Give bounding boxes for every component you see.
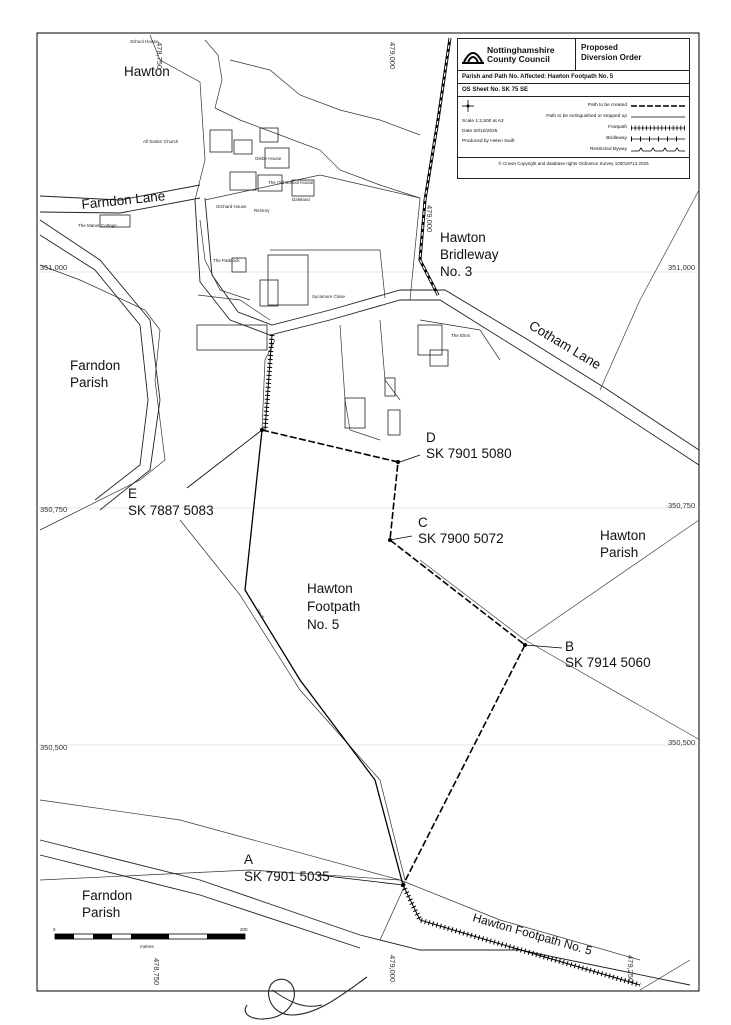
dashed-line-icon — [631, 103, 685, 109]
path-to-be-created — [262, 430, 525, 885]
label-school-house: School House — [130, 39, 159, 44]
grid-e479000-mid: 479,000 — [425, 205, 434, 233]
label-footpath-2: Footpath — [307, 599, 361, 614]
grid-e479000-top: 479,000 — [388, 42, 397, 70]
point-a-letter: A — [244, 852, 254, 867]
grid-n350500-left: 350,500 — [40, 743, 68, 752]
footpath-line-icon — [631, 125, 685, 131]
key-footpath — [538, 122, 685, 133]
grid-n350750-left: 350,750 — [40, 505, 68, 514]
label-elms: The Elms — [451, 333, 471, 338]
point-e-letter: E — [128, 486, 138, 501]
point-b-letter: B — [565, 639, 575, 654]
label-bridleway-2: Bridleway — [440, 247, 499, 262]
key-restricted-byway — [538, 144, 685, 155]
key-label: Footpath — [608, 125, 627, 130]
point-c-letter: C — [418, 515, 428, 530]
north-arrow-icon — [462, 100, 474, 112]
point-markers — [260, 428, 527, 887]
council-logo — [458, 39, 576, 70]
label-sycamore: Sycamore Close — [312, 294, 346, 299]
grid-e479000-bottom: 479,000 — [388, 955, 397, 983]
label-church: All Saints' Church — [143, 139, 179, 144]
label-glebe: Glebe House — [255, 156, 282, 161]
label-hawton: Hawton — [124, 64, 170, 79]
council-logo-icon — [462, 46, 484, 64]
south-road — [40, 840, 690, 985]
grid-n351000-left: 351,000 — [40, 263, 68, 272]
scale-bar — [53, 927, 248, 949]
council-name-line2: County Council — [487, 53, 550, 64]
label-track: Track — [255, 607, 266, 620]
scale-start: 0 — [53, 927, 56, 932]
date-text: Date 20/10/2025 — [462, 129, 498, 134]
label-cotham-lane: Cotham Lane — [526, 317, 604, 373]
grid-e478750-bottom: 478,750 — [152, 958, 161, 986]
point-e-ref: SK 7887 5083 — [128, 503, 214, 518]
key-path-created — [538, 100, 685, 111]
label-orchard: Orchard House — [216, 204, 247, 209]
key-label: Restricted Byway — [589, 147, 627, 152]
label-footpath-bottom: Hawton Footpath No. 5 — [471, 910, 594, 958]
label-old-school: The Old School House — [268, 180, 314, 185]
point-d-ref: SK 7901 5080 — [426, 446, 512, 461]
label-hawton-parish-1: Hawton — [600, 528, 646, 543]
title-line2: Diversion Order — [581, 53, 642, 62]
key-label: Path to be created — [587, 103, 627, 108]
parish-path: Parish and Path No. Affected: Hawton Footpath No. 5 — [458, 71, 689, 84]
point-b-ref: SK 7914 5060 — [565, 655, 651, 670]
scale-text: Scale 1:2,500 at A3 — [462, 119, 504, 124]
byway-line-icon — [631, 147, 685, 153]
grid-e478750-top: 478,750 — [155, 42, 164, 70]
label-rectory: Rectory — [254, 208, 270, 213]
label-paddock: The Paddock — [213, 258, 240, 263]
buildings — [100, 128, 448, 435]
point-a-ref: SK 7901 5035 — [244, 869, 330, 884]
existing-footpath-north — [265, 335, 272, 430]
path-to-be-extinguished — [245, 430, 403, 885]
signature — [232, 965, 372, 1025]
leader-lines — [187, 430, 562, 885]
label-footpath-1: Hawton — [307, 581, 353, 596]
label-farndon-parish-top-2: Parish — [70, 375, 109, 390]
grid-e479250-bottom: 479,250 — [626, 955, 635, 983]
legend-panel — [457, 38, 690, 179]
label-farndon-parish-bottom-1: Farndon — [82, 888, 133, 903]
produced-by: Produced by Helen Swift — [462, 139, 515, 144]
copyright: © Crown Copyright and database rights Ordnance Survey 100019713 2025 — [498, 161, 649, 166]
label-farndon-parish-top-1: Farndon — [70, 358, 121, 373]
label-farndon-parish-bottom-2: Parish — [82, 905, 121, 920]
label-bridleway-3: No. 3 — [440, 264, 473, 279]
bridleway-line-icon — [631, 136, 685, 142]
label-dale: Daleland — [292, 197, 310, 202]
title-line1: Proposed — [581, 43, 618, 52]
council-name-line1: Nottinghamshire — [487, 44, 555, 55]
point-c-ref: SK 7900 5072 — [418, 531, 504, 546]
label-footpath-3: No. 5 — [307, 617, 340, 632]
scale-end: 200 — [240, 927, 248, 932]
label-hawton-parish-2: Parish — [600, 545, 639, 560]
label-bridleway-1: Hawton — [440, 230, 486, 245]
key-label: Path to be extinguished or stopped up — [546, 114, 627, 119]
os-sheet: OS Sheet No. SK 75 SE — [458, 84, 689, 97]
scale-unit: metres — [140, 944, 154, 949]
point-d-letter: D — [426, 430, 436, 445]
key-bridleway — [538, 133, 685, 144]
key-label: Bridleway — [606, 136, 627, 141]
key-path-extinguished — [538, 111, 685, 122]
grid-n350750-right: 350,750 — [668, 501, 696, 510]
label-farndon-lane: Farndon Lane — [80, 188, 166, 212]
grid-n351000-right: 351,000 — [668, 263, 696, 272]
grid-n350500-right: 350,500 — [668, 738, 696, 747]
label-manor: The Manor Cottage — [78, 223, 117, 228]
thin-line-icon — [631, 114, 685, 120]
